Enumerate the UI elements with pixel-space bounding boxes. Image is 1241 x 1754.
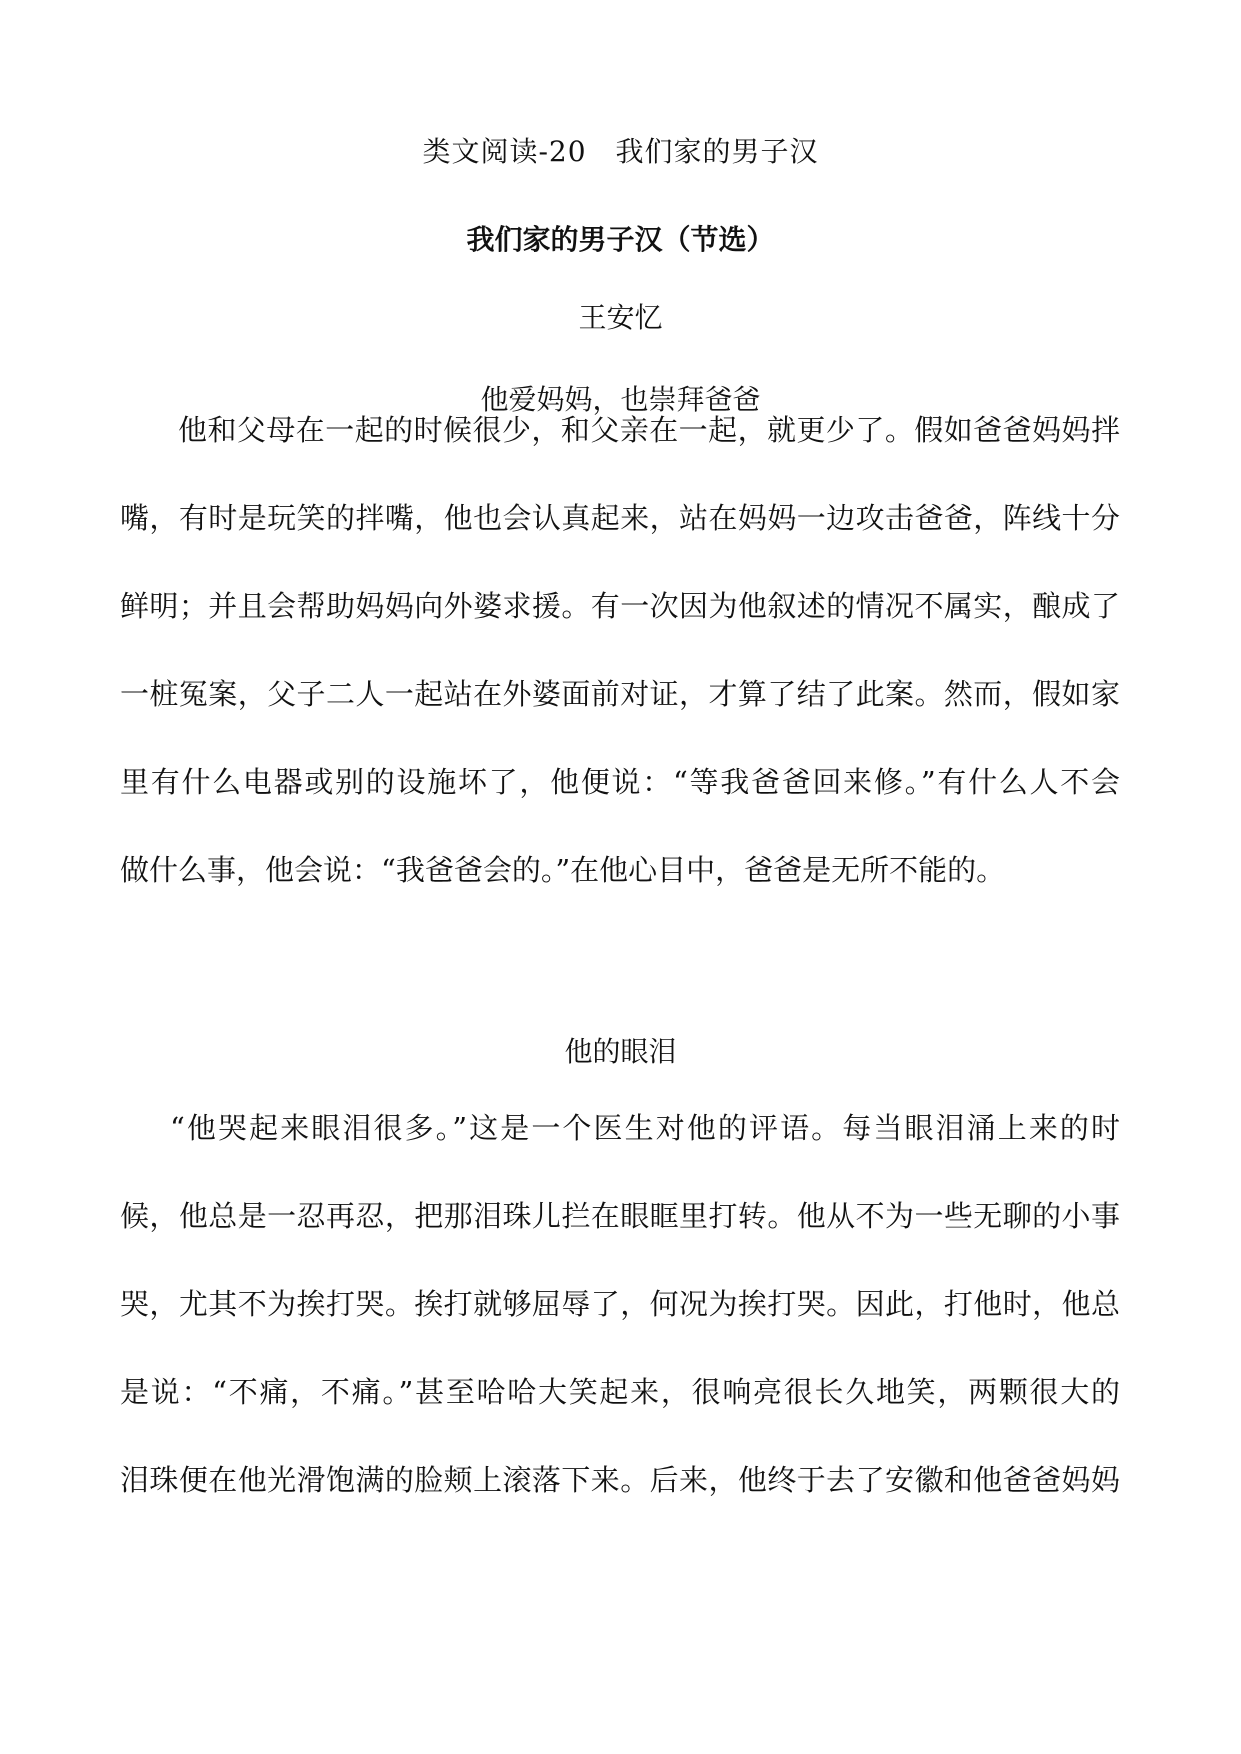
section-heading: 他的眼泪 — [564, 1035, 677, 1068]
paragraph-line: 一桩冤案，父子二人一起站在外婆面前对证，才算了结了此案。然而，假如家 — [120, 677, 1120, 711]
paragraph-line: 哭，尤其不为挨打哭。挨打就够屈辱了，何况为挨打哭。因此，打他时，他总 — [120, 1287, 1120, 1321]
section-heading: 他爱妈妈，也崇拜爸爸 — [480, 383, 761, 416]
paragraph-line: 是说：“不痛，不痛。”甚至哈哈大笑起来，很响亮很长久地笑，两颗很大的 — [120, 1375, 1120, 1409]
article-title: 我们家的男子汉（节选） — [466, 223, 775, 256]
paragraph-line: 嘴，有时是玩笑的拌嘴，他也会认真起来，站在妈妈一边攻击爸爸，阵线十分 — [120, 501, 1120, 535]
paragraph-line: 泪珠便在他光滑饱满的脸颊上滚落下来。后来，他终于去了安徽和他爸爸妈妈 — [120, 1463, 1120, 1497]
paragraph-line: 他和父母在一起的时候很少，和父亲在一起，就更少了。假如爸爸妈妈拌 — [178, 413, 1120, 447]
paragraph-line: 里有什么电器或别的设施坏了，他便说：“等我爸爸回来修。”有什么人不会 — [120, 765, 1120, 799]
paragraph-line: 鲜明；并且会帮助妈妈向外婆求援。有一次因为他叙述的情况不属实，酿成了 — [120, 589, 1120, 623]
document-header-title: 类文阅读-20 我们家的男子汉 — [422, 135, 819, 168]
article-author: 王安忆 — [578, 301, 663, 334]
paragraph-line: “他哭起来眼泪很多。”这是一个医生对他的评语。每当眼泪涌上来的时 — [170, 1111, 1120, 1145]
paragraph-line: 候，他总是一忍再忍，把那泪珠儿拦在眼眶里打转。他从不为一些无聊的小事 — [120, 1199, 1120, 1233]
paragraph-line: 做什么事，他会说：“我爸爸会的。”在他心目中，爸爸是无所不能的。 — [120, 853, 1006, 887]
